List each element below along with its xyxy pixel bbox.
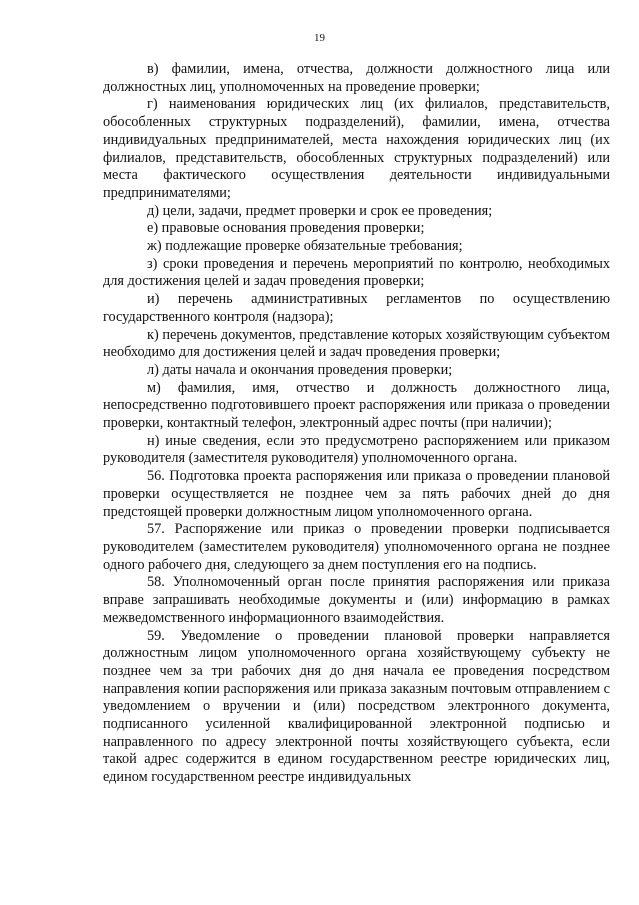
clause-57: 57. Распоряжение или приказ о проведении проверки подписывается руководителем (заместителем руководителя) уполномоченного органа не позднее одного рабочего дня, следующего за днем поступления его на подпись.	[103, 521, 610, 573]
list-item-l: л) даты начала и окончания проведения проверки;	[147, 361, 453, 378]
list-item-zh: ж) подлежащие проверке обязательные требования;	[147, 238, 463, 255]
document-body	[103, 61, 610, 787]
list-item-g: г) наименования юридических лиц (их филиалов, представительств, обособленных структурных подразделений), фамилии, имена, отчества индивидуальных предпринимателей, места нахождения юридических лиц (их филиалов, представительств, обособленных структурных подразделений) или места фактического осуществления деятельности индивидуальными предпринимателями;	[103, 96, 610, 201]
list-item-n: н) иные сведения, если это предусмотрено распоряжением или приказом руководителя (заместителя руководителя) уполномоченного органа.	[103, 432, 610, 467]
list-item-z: з) сроки проведения и перечень мероприятий по контролю, необходимых для достижения целей и задач проведения проверки;	[103, 255, 610, 290]
clause-56: 56. Подготовка проекта распоряжения или приказа о проведении плановой проверки осуществляется не позднее чем за пять рабочих дней до дня предстоящей проверки должностным лицом уполномоченного органа.	[103, 468, 610, 520]
list-item-i: и) перечень административных регламентов по осуществлению государственного контроля (надзора);	[103, 291, 610, 325]
list-item-d: д) цели, задачи, предмет проверки и срок ее проведения;	[147, 202, 493, 219]
clause-59: 59. Уведомление о проведении плановой проверки направляется должностным лицом уполномоченного органа хозяйствующему субъекту не позднее чем за три рабочих дня до дня начала ее проведения посредством направления копии распоряжения или приказа заказным почтовым отправлением с уведомлением о вручении и (или) посредством электронного документа, подписанного усиленной квалифицированной электронной подписью и направленного по адресу электронной почты хозяйствующего субъекта, если такой адрес содержится в едином государственном реестре юридических лиц, едином государственном реестре индивидуальных	[103, 627, 610, 786]
list-item-m: м) фамилия, имя, отчество и должность должностного лица, непосредственно подготовившего проект распоряжения или приказа о проведении проверки, контактный телефон, электронный адрес почты (при наличии);	[103, 379, 610, 432]
list-item-v: в) фамилии, имена, отчества, должности должностного лица или должностных лиц, уполномоченных на проведение проверки;	[103, 61, 610, 95]
list-item-e: е) правовые основания проведения проверки;	[147, 220, 425, 237]
list-item-k: к) перечень документов, представление которых хозяйствующим субъектом необходимо для достижения целей и задач проведения проверки;	[103, 326, 610, 361]
clause-58: 58. Уполномоченный орган после принятия распоряжения или приказа вправе запрашивать необходимые документы и (или) информацию в рамках межведомственного информационного взаимодействия.	[103, 574, 610, 626]
page-number: 19	[314, 32, 325, 44]
